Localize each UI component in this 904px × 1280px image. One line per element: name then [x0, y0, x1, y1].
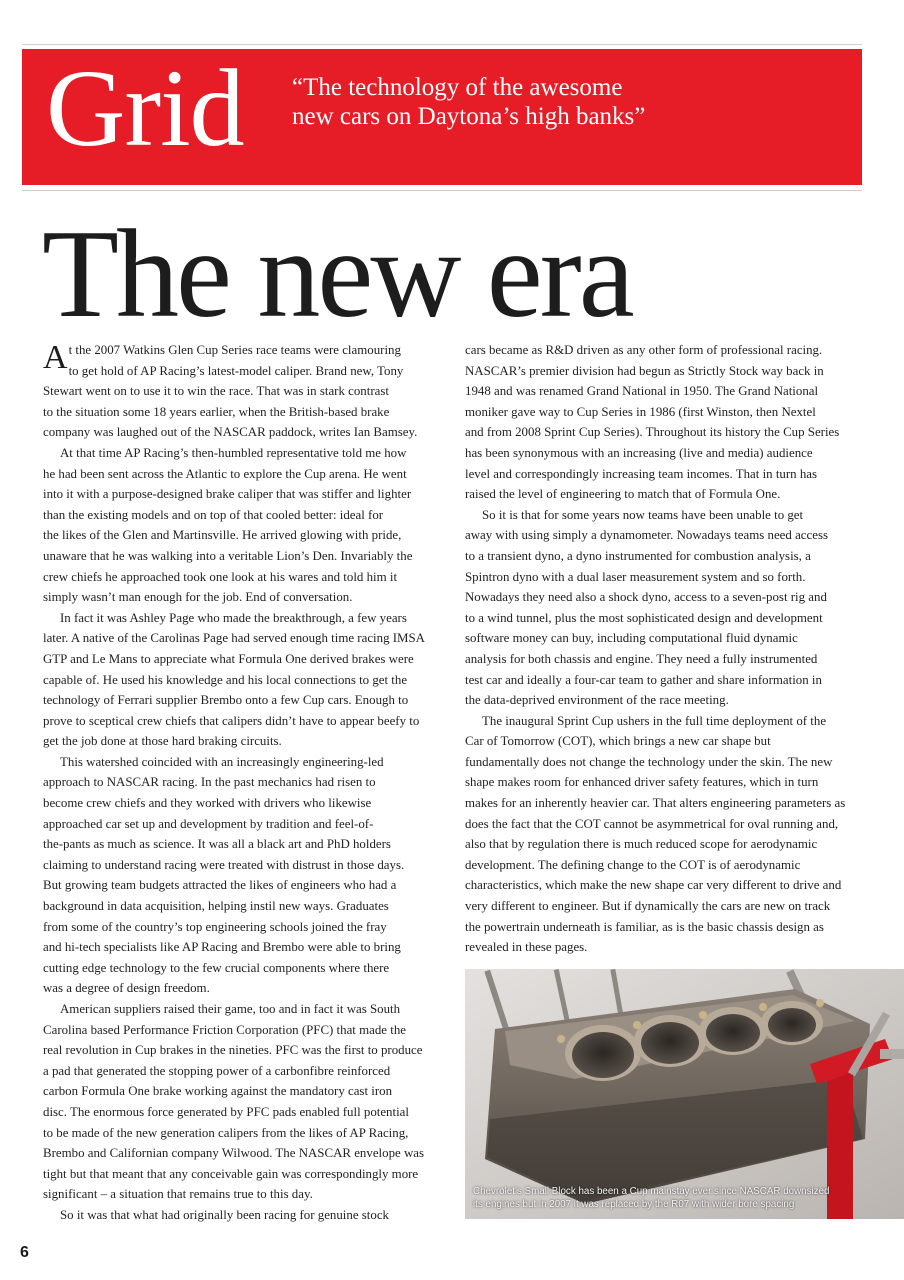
text-line: from some of the country’s top engineering schools joined the fray — [43, 919, 387, 934]
text-line: Brembo and Californian company Wilwood. The NASCAR envelope was — [43, 1146, 425, 1161]
text-line: was a degree of design freedom. — [43, 981, 210, 996]
text-line: prove to sceptical crew chiefs that calipers didn’t have to appear beefy to — [43, 713, 420, 728]
article-column-left — [43, 340, 440, 1226]
text-line: cars became as R&D driven as any other form of professional racing. — [465, 343, 823, 357]
photo-caption — [473, 1185, 893, 1211]
text-line: 1948 and was renamed Grand National in 1950. The Grand National — [465, 384, 819, 399]
text-line: capable of. He used his knowledge and his local connections to get the — [43, 672, 408, 687]
text-line: The inaugural Sprint Cup ushers in the full time deployment of the — [482, 713, 827, 728]
text-line: does the fact that the COT cannot be asymmetrical for oval running and, — [465, 816, 839, 831]
text-line: very different to engineer. But if dynamically the cars are new on track — [465, 899, 831, 914]
text-line: also that by regulation there is much reduced scope for aerodynamic — [465, 837, 818, 852]
text-line: But growing team budgets attracted the likes of engineers who had a — [43, 878, 397, 893]
article-column-right — [465, 340, 862, 958]
text-line: to get hold of AP Racing’s latest-model caliper. Brand new, Tony — [68, 363, 404, 378]
text-line: simply wasn’t man enough for the job. End of conversation. — [43, 590, 353, 605]
text-line: development. The defining change to the COT is of aerodynamic — [465, 857, 801, 872]
text-line: than the existing models and on top of that cooled better: ideal for — [43, 507, 384, 522]
text-line: level and correspondingly increasing team incomes. That in turn has — [465, 466, 818, 481]
text-line: unaware that he was walking into a veritable Lion’s Den. Invariably the — [43, 548, 413, 563]
text-line: the likes of the Glen and Martinsville. He arrived glowing with pride, — [43, 528, 402, 543]
section-quote — [292, 73, 645, 131]
text-line: raised the level of engineering to match that of Formula One. — [465, 487, 781, 502]
text-line: test car and ideally a four-car team to gather and share information in — [465, 672, 822, 687]
top-rule — [22, 44, 862, 45]
text-line: Car of Tomorrow (COT), which brings a new car shape but — [465, 734, 771, 749]
text-line: software money can buy, including computational fluid dynamic — [465, 631, 798, 646]
text-line: In fact it was Ashley Page who made the breakthrough, a few years — [60, 610, 407, 625]
text-line: This watershed coincided with an increasingly engineering-led — [60, 754, 384, 769]
text-line: get the job done at those hard braking circuits. — [43, 734, 282, 749]
text-line: fundamentally does not change the technology under the skin. The new — [465, 754, 833, 769]
text-line: the powertrain underneath is familiar, as is the basic chassis design as — [465, 919, 824, 934]
banner-bottom-rule — [22, 190, 862, 191]
text-line: cutting edge technology to the few crucial components where there — [43, 960, 390, 975]
page-number: 6 — [20, 1244, 29, 1261]
text-line: t the 2007 Watkins Glen Cup Series race teams were clamouring — [68, 343, 401, 357]
text-line: makes for an inherently heavier car. That alters engineering parameters as — [465, 796, 846, 811]
text-line: characteristics, which make the new shape car very different to drive and — [465, 878, 842, 893]
text-line: a pad that generated the stopping power of a carbonfibre reinforced — [43, 1063, 391, 1078]
text-line: and from 2008 Sprint Cup Series). Throughout its history the Cup Series — [465, 425, 840, 440]
drop-cap: A — [43, 339, 68, 376]
text-line: So it is that for some years now teams have been unable to get — [482, 507, 804, 522]
text-line: has been synonymous with an increasing (live and media) audience — [465, 445, 813, 460]
text-line: Stewart went on to use it to win the race. That was in stark contrast — [43, 384, 389, 399]
text-line: significant – a situation that remains true to this day. — [43, 1187, 313, 1202]
engine-block-photo — [465, 969, 904, 1219]
section-title: Grid — [46, 47, 244, 169]
text-line: and hi-tech specialists like AP Racing and Brembo were able to bring — [43, 940, 401, 955]
text-line: At that time AP Racing’s then-humbled representative told me how — [60, 445, 407, 460]
text-line: Spintron dyno with a dual laser measurement system and so forth. — [465, 569, 806, 584]
text-line: moniker gave way to Cup Series in 1986 (first Winston, then Nextel — [465, 404, 816, 419]
article-headline: The new era — [42, 205, 632, 344]
text-line: NASCAR’s premier division had begun as Strictly Stock way back in — [465, 363, 824, 378]
text-line: Carolina based Performance Friction Corporation (PFC) that made the — [43, 1022, 406, 1037]
caption-line: its engines but in 2007 it was replaced by the R07 with wider bore spacing — [473, 1199, 795, 1210]
caption-line: Chevrolet’s Small Block has been a Cup mainstay ever since NASCAR downsized — [473, 1186, 830, 1197]
text-line: the data-deprived environment of the race meeting. — [465, 693, 729, 708]
text-line: Nowadays they need also a shock dyno, access to a seven-post rig and — [465, 590, 827, 605]
text-line: to a transient dyno, a dyno instrumented for combustion analysis, a — [465, 548, 811, 563]
text-line: to be made of the new generation calipers from the likes of AP Racing, — [43, 1125, 409, 1140]
text-line: into it with a purpose-designed brake caliper that was stiffer and lighter — [43, 487, 412, 502]
text-line: the-pants as much as science. It was all a black art and PhD holders — [43, 837, 391, 852]
text-line: disc. The enormous force generated by PFC pads enabled full potential — [43, 1104, 409, 1119]
text-line: background in data acquisition, helping instil new ways. Graduates — [43, 899, 389, 914]
text-line: approach to NASCAR racing. In the past mechanics had risen to — [43, 775, 376, 790]
text-line: later. A native of the Carolinas Page had served enough time racing IMSA — [43, 631, 425, 646]
text-line: So it was that what had originally been racing for genuine stock — [60, 1207, 389, 1222]
text-line: to a wind tunnel, plus the most sophisticated design and development — [465, 610, 823, 625]
text-line: technology of Ferrari supplier Brembo onto a few Cup cars. Enough to — [43, 693, 409, 708]
text-line: GTP and Le Mans to appreciate what Formula One derived brakes were — [43, 651, 414, 666]
text-line: American suppliers raised their game, too and in fact it was South — [60, 1002, 401, 1016]
text-line: away with using simply a dynamometer. Nowadays teams need access — [465, 528, 828, 543]
quote-line: new cars on Daytona’s high banks” — [292, 103, 646, 130]
text-line: revealed in these pages. — [465, 940, 588, 955]
text-line: approached car set up and development by tradition and feel-of- — [43, 816, 374, 831]
text-line: crew chiefs he approached took one look at his wares and told him it — [43, 569, 398, 584]
engine-block-illustration — [465, 969, 904, 1219]
text-line: company was laughed out of the NASCAR paddock, writes Ian Bamsey. — [43, 425, 418, 440]
text-line: to the situation some 18 years earlier, when the British-based brake — [43, 404, 390, 419]
text-line: he had been sent across the Atlantic to explore the Cup arena. He went — [43, 466, 407, 481]
text-line: claiming to understand racing were treated with distrust in those days. — [43, 857, 405, 872]
quote-line: “The technology of the awesome — [292, 74, 623, 101]
text-line: real revolution in Cup brakes in the nineties. PFC was the first to produce — [43, 1043, 423, 1058]
section-banner — [22, 49, 862, 185]
text-line: carbon Formula One brake working against the mandatory cast iron — [43, 1084, 393, 1099]
text-line: shape makes room for enhanced driver safety features, which in turn — [465, 775, 819, 790]
text-line: analysis for both chassis and engine. They need a fully instrumented — [465, 651, 818, 666]
text-line: tight but that meant that any conceivable gain was correspondingly more — [43, 1166, 419, 1181]
text-line: become crew chiefs and they worked with drivers who likewise — [43, 796, 372, 811]
